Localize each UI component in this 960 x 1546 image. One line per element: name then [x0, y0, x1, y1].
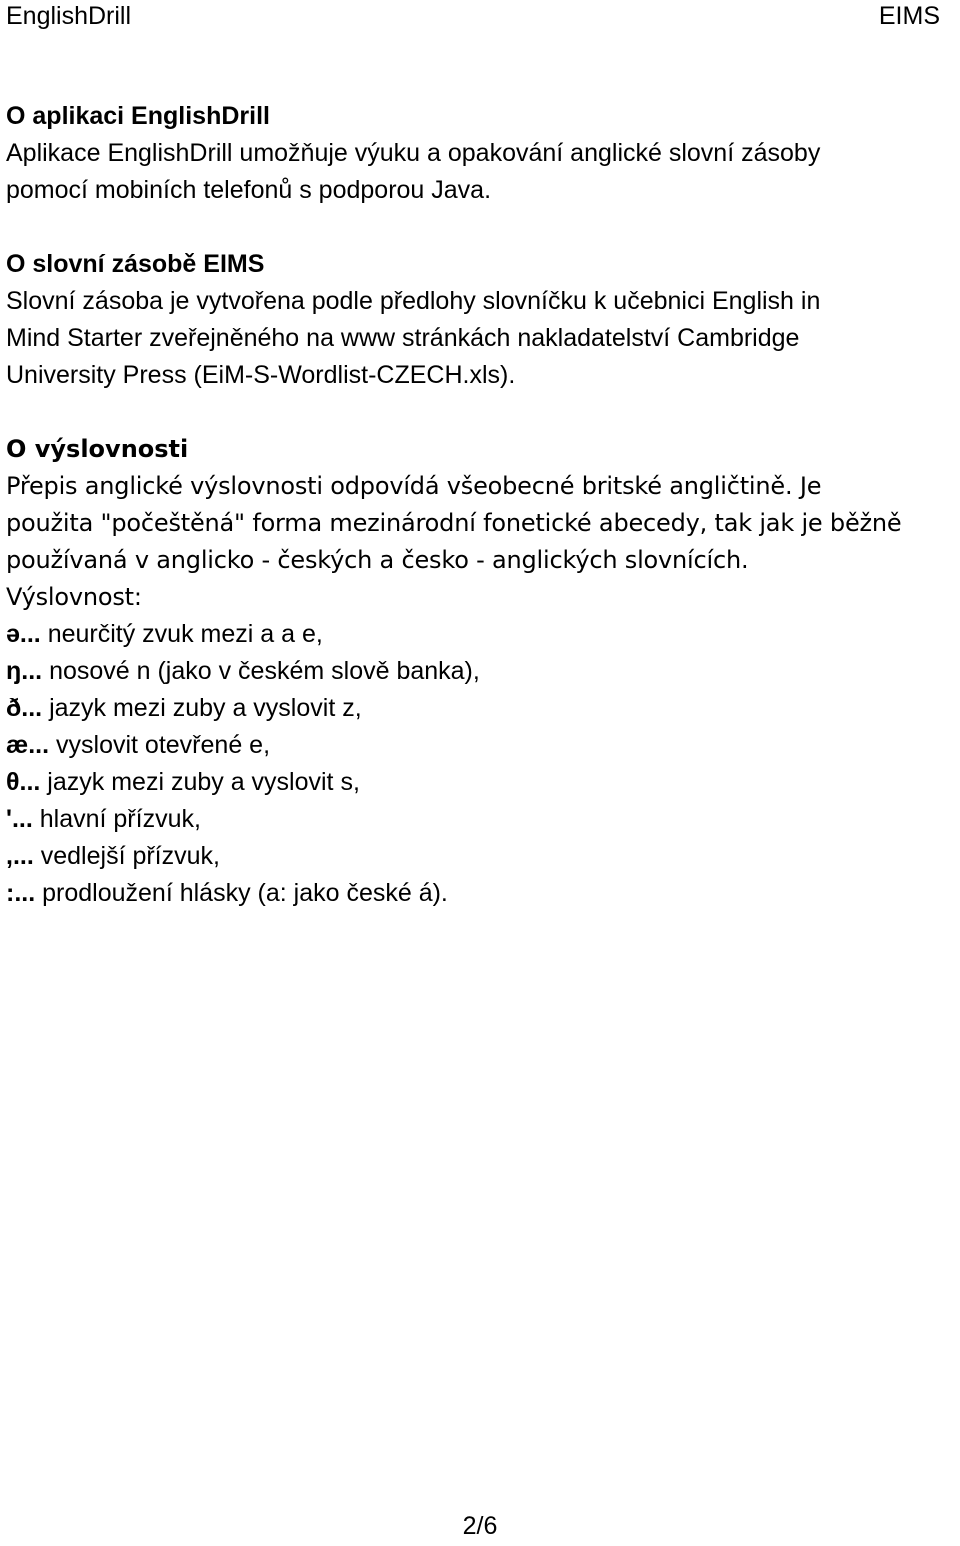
pronunciation-label: Výslovnost: [6, 583, 142, 611]
pronunciation-description: nosové n (jako v českém slově banka), [42, 657, 480, 685]
page-number: 2/6 [462, 1512, 498, 1540]
pronunciation-symbol: θ [6, 768, 20, 796]
section-about-vocabulary [6, 246, 956, 394]
pronunciation-description: jazyk mezi zuby a vyslovit z, [42, 694, 362, 722]
pronunciation-list-item [6, 875, 956, 912]
section-title-about-app: O aplikaci EnglishDrill [6, 102, 270, 130]
pronunciation-list-item [6, 690, 956, 727]
pronunciation-separator: ... [19, 768, 41, 796]
pronunciation-symbol: ŋ [6, 657, 22, 685]
paragraph-line: Mind Starter zveřejněného na www stránkách nakladatelství Cambridge [6, 324, 800, 352]
section-title-about-pronunciation: O výslovnosti [6, 435, 189, 463]
pronunciation-list-item [6, 764, 956, 801]
header-app-name: EnglishDrill [6, 2, 132, 30]
pronunciation-list-item [6, 838, 956, 875]
paragraph-line: Přepis anglické výslovnosti odpovídá všeobecné britské angličtině. Je [6, 472, 822, 500]
paragraph-line: Slovní zásoba je vytvořena podle předlohy slovníčku k učebnici English in [6, 287, 821, 315]
pronunciation-separator: ... [14, 879, 36, 907]
pronunciation-list-item [6, 727, 956, 764]
page-header [6, 0, 940, 34]
pronunciation-description: jazyk mezi zuby a vyslovit s, [40, 768, 360, 796]
page-footer [0, 1510, 960, 1542]
pronunciation-description: neurčitý zvuk mezi a a e, [40, 620, 323, 648]
section-title-about-vocabulary: O slovní zásobě EIMS [6, 250, 265, 278]
pronunciation-separator: ... [21, 657, 43, 685]
paragraph-line: používaná v anglicko - českých a česko - anglických slovnících. [6, 546, 749, 574]
pronunciation-description: vedlejší přízvuk, [33, 842, 220, 870]
pronunciation-symbol: : [6, 879, 15, 907]
pronunciation-separator: ... [12, 842, 34, 870]
pronunciation-list-item [6, 616, 956, 653]
pronunciation-list-item [6, 653, 956, 690]
pronunciation-separator: ... [28, 731, 50, 759]
document-body [6, 98, 956, 949]
section-about-pronunciation [6, 431, 956, 912]
paragraph-line: University Press (EiM-S-Wordlist-CZECH.xls). [6, 361, 516, 389]
pronunciation-description: prodloužení hlásky (a: jako české á). [35, 879, 448, 907]
pronunciation-symbol: ð [6, 694, 22, 722]
paragraph-line: použita "počeštěná" forma mezinárodní fonetické abecedy, tak jak je běžně [6, 509, 902, 537]
pronunciation-list-item [6, 801, 956, 838]
pronunciation-description: hlavní přízvuk, [32, 805, 201, 833]
pronunciation-symbol: ' [6, 805, 12, 833]
paragraph-line: pomocí mobiních telefonů s podporou Java. [6, 176, 492, 204]
header-product-name: EIMS [878, 2, 940, 30]
pronunciation-separator: ... [21, 694, 43, 722]
section-about-app [6, 98, 956, 209]
pronunciation-separator: ... [11, 805, 33, 833]
pronunciation-symbol: æ [6, 731, 29, 759]
pronunciation-separator: ... [19, 620, 41, 648]
pronunciation-symbol: , [6, 842, 13, 870]
pronunciation-description: vyslovit otevřené e, [49, 731, 271, 759]
paragraph-line: Aplikace EnglishDrill umožňuje výuku a opakování anglické slovní zásoby [6, 139, 821, 167]
pronunciation-symbol: ə [6, 620, 20, 648]
